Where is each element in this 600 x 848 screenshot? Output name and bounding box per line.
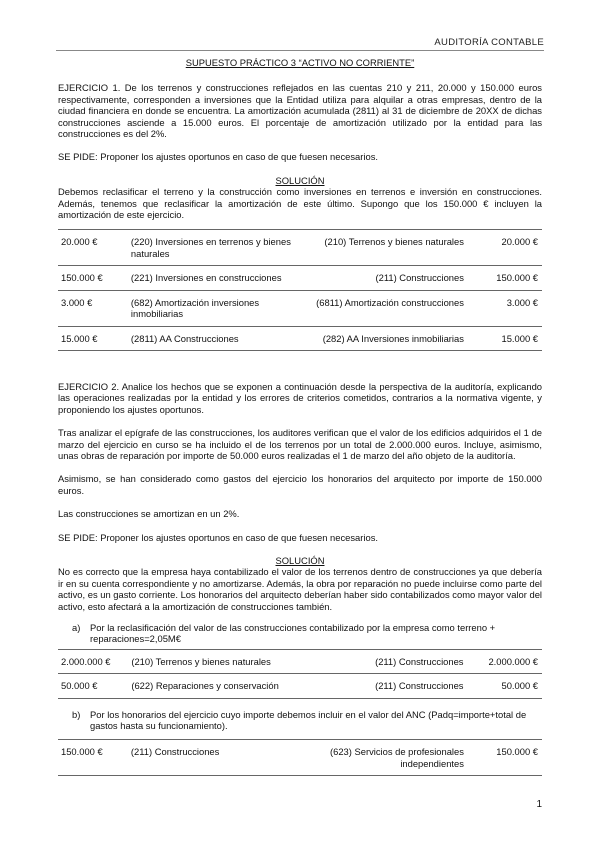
credit-account: (210) Terrenos y bienes naturales	[304, 230, 472, 266]
exercise-1-solution-text: Debemos reclasificar el terreno y la construcción como inversiones en terrenos e inversión en construcciones. Además, tenemos que reclasificar la amortización de este último. Supongo que los 150.000 € incluyen la amortización de este ejercicio.	[58, 186, 542, 221]
credit-amount: 3.000 €	[472, 290, 542, 326]
debit-amount: 150.000 €	[58, 266, 129, 290]
credit-account: (6811) Amortización construcciones	[304, 290, 472, 326]
exercise-2-solution-heading: SOLUCIÓN	[275, 554, 325, 566]
debit-account: (622) Reparaciones y conservación	[129, 674, 303, 698]
debit-account: (211) Construcciones	[129, 740, 304, 776]
debit-amount: 2.000.000 €	[58, 649, 129, 673]
journal-row	[58, 230, 542, 266]
debit-amount: 3.000 €	[58, 290, 129, 326]
journal-entries-ex1	[58, 229, 542, 350]
credit-account: (211) Construcciones	[304, 649, 472, 673]
journal-row	[58, 740, 542, 776]
journal-row	[58, 674, 542, 698]
journal-row	[58, 266, 542, 290]
journal-row	[58, 649, 542, 673]
credit-account: (211) Construcciones	[304, 674, 472, 698]
credit-amount: 150.000 €	[472, 740, 542, 776]
list-item-text: Por los honorarios del ejercicio cuyo importe debemos incluir en el valor del ANC (Padq=importe+total de gastos hasta su funcionamiento).	[90, 708, 527, 732]
debit-account: (220) Inversiones en terrenos y bienes naturales	[129, 230, 304, 266]
exercise-1-request: SE PIDE: Proponer los ajustes oportunos en caso de que fuesen necesarios.	[58, 151, 378, 163]
exercise-1-solution-heading: SOLUCIÓN	[275, 174, 325, 186]
exercise-2-request: SE PIDE: Proponer los ajustes oportunos en caso de que fuesen necesarios.	[58, 531, 378, 543]
running-header: AUDITORÍA CONTABLE	[434, 37, 544, 48]
credit-amount: 50.000 €	[472, 674, 543, 698]
journal-row	[58, 326, 542, 350]
exercise-2-paragraph-2: Tras analizar el epígrafe de las construcciones, los auditores verifican que el valor de los edificios adquiridos el 1 de marzo del ejercicio en curso se ha incluido el de los terrenos por un total de 2.000.000 euros. Incluye, asimismo, unas obras de reparación por importe de 50.000 euros realizadas el 1 de marzo del año objeto de la auditoría.	[58, 427, 542, 461]
debit-account: (210) Terrenos y bienes naturales	[129, 649, 303, 673]
document-title: SUPUESTO PRÁCTICO 3 “ACTIVO NO CORRIENTE”	[185, 57, 415, 68]
exercise-2-solution-text: No es correcto que la empresa haya contabilizado el valor de los terrenos dentro de construcciones ya que debería ir en su cuenta correspondiente y no amortizarse. Además, la obra por reparación no puede incluirse como parte del activo, es un gasto corriente. Los honorarios del arquitecto deberían haber sido contabilizados como mayor valor del activo, esto afectará a la amortización de construcciones también.	[58, 566, 542, 612]
list-item-a	[72, 622, 542, 645]
document-body	[58, 56, 542, 776]
exercise-1-statement: EJERCICIO 1. De los terrenos y construcciones reflejados en las cuentas 210 y 211, 20.000 y 150.000 euros respectivamente, corresponden a inversiones que la Entidad utiliza para alquilar a otras empresas, dentro de la ciudad financiera en donde se encuentra. La amortización acumulada (2811) al 31 de diciembre de 20XX de dichas construcciones asciende a 15.000 euros. El porcentaje de amortización utilizado por la entidad para las construcciones es del 2%.	[58, 82, 542, 140]
credit-account: (282) AA Inversiones inmobiliarias	[304, 326, 472, 350]
journal-entries-ex2-a	[58, 649, 542, 699]
debit-amount: 15.000 €	[58, 326, 129, 350]
credit-amount: 150.000 €	[472, 266, 542, 290]
exercise-2-statement: EJERCICIO 2. Analice los hechos que se exponen a continuación desde la perspectiva de la auditoría, explicando las operaciones realizadas por la entidad y los errores de criterios cometidos, contrarios a la normativa vigente, y proponiendo los ajustes oportunos.	[58, 380, 542, 415]
list-item-text: Por la reclasificación del valor de las construcciones contabilizado por la empresa como terreno + reparaciones=2,05M€	[90, 622, 496, 645]
credit-amount: 15.000 €	[472, 326, 542, 350]
journal-entries-ex2-b	[58, 739, 542, 776]
credit-account: (623) Servicios de profesionales independientes	[304, 740, 472, 776]
list-item-label: a)	[72, 622, 81, 633]
credit-amount: 2.000.000 €	[472, 649, 543, 673]
debit-account: (2811) AA Construcciones	[129, 326, 304, 350]
list-item-b	[72, 709, 542, 732]
debit-amount: 50.000 €	[58, 674, 129, 698]
list-item-label: b)	[72, 708, 81, 720]
credit-amount: 20.000 €	[472, 230, 542, 266]
debit-amount: 20.000 €	[58, 230, 129, 266]
header-divider	[56, 50, 544, 51]
journal-row	[58, 290, 542, 326]
debit-account: (682) Amortización inversiones inmobiliarias	[129, 290, 304, 326]
page-number: 1	[536, 799, 542, 810]
exercise-2-paragraph-4: Las construcciones se amortizan en un 2%.	[58, 508, 240, 520]
credit-account: (211) Construcciones	[304, 266, 472, 290]
debit-amount: 150.000 €	[58, 740, 129, 776]
debit-account: (221) Inversiones en construcciones	[129, 266, 304, 290]
exercise-2-paragraph-3: Asimismo, se han considerado como gastos del ejercicio los honorarios del arquitecto por importe de 150.000 euros.	[58, 473, 542, 496]
